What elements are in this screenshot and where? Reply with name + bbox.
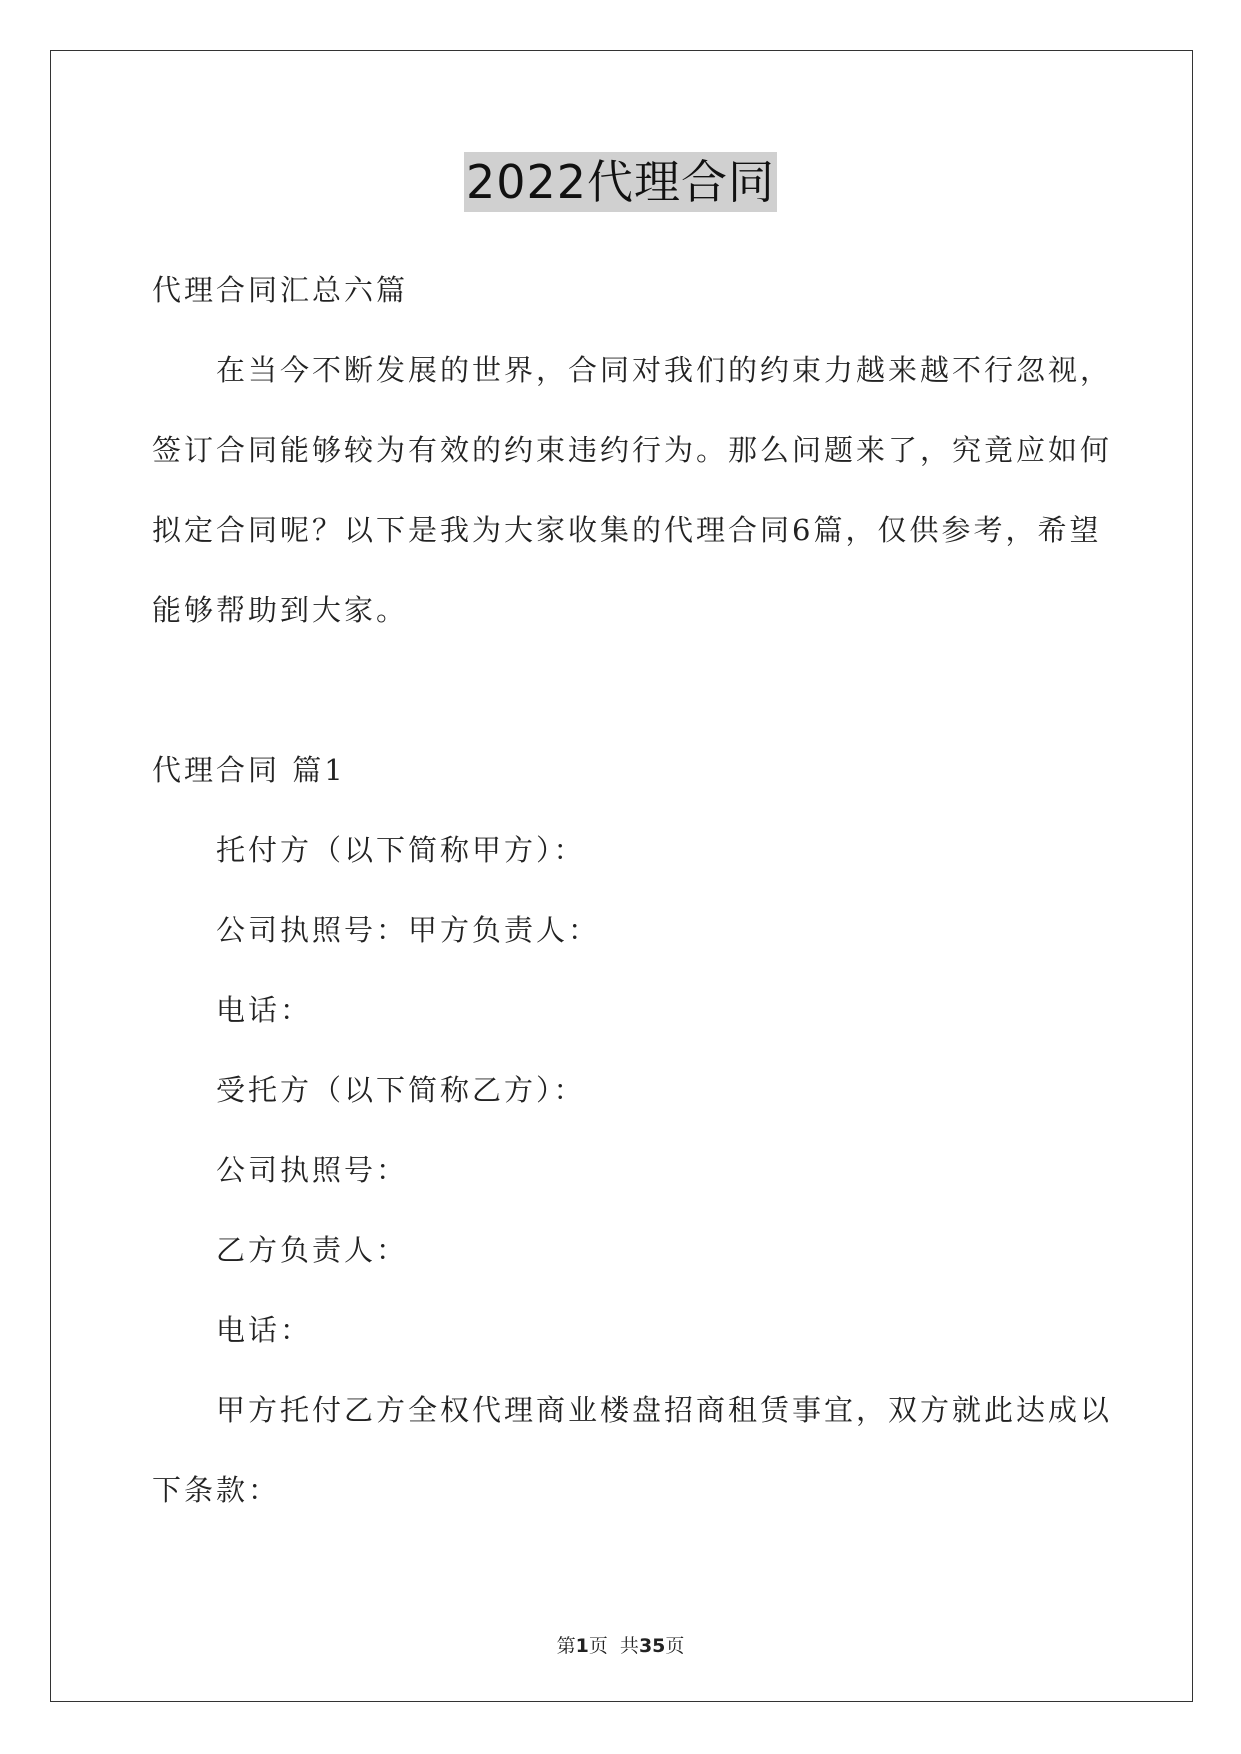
- paragraph-line: 在当今不断发展的世界，合同对我们的约束力越来越不行忽视，: [216, 353, 1113, 387]
- chapter-heading: 代理合同 篇1: [152, 753, 346, 787]
- form-field-label: 乙方负责人：: [216, 1233, 409, 1267]
- form-field-label: 托付方（以下简称甲方）：: [216, 833, 586, 867]
- title-container: [0, 152, 1241, 212]
- current-page-number: 1: [575, 1635, 589, 1657]
- paragraph-line: 甲方托付乙方全权代理商业楼盘招商租赁事宜，双方就此达成以: [216, 1393, 1113, 1427]
- form-field-label: 电话：: [216, 1313, 313, 1347]
- paragraph-line: 能够帮助到大家。: [152, 593, 409, 627]
- paragraph-line: 下条款：: [152, 1473, 281, 1507]
- form-field-label: 受托方（以下简称乙方）：: [216, 1073, 586, 1107]
- total-page-count: 35: [638, 1635, 666, 1657]
- form-field-label: 公司执照号：甲方负责人：: [216, 913, 601, 947]
- section-heading: 代理合同汇总六篇: [152, 273, 409, 307]
- footer-prefix: 第: [556, 1635, 576, 1657]
- paragraph-line: 拟定合同呢？以下是我为大家收集的代理合同6篇，仅供参考，希望: [152, 513, 1102, 547]
- form-field-label: 公司执照号：: [216, 1153, 409, 1187]
- page-footer: [0, 1633, 1241, 1659]
- document-title: 2022代理合同: [464, 152, 777, 212]
- paragraph-line: 签订合同能够较为有效的约束违约行为。那么问题来了，究竟应如何: [152, 433, 1113, 467]
- footer-middle: 页 共: [588, 1635, 639, 1657]
- footer-suffix: 页: [665, 1635, 685, 1657]
- form-field-label: 电话：: [216, 993, 313, 1027]
